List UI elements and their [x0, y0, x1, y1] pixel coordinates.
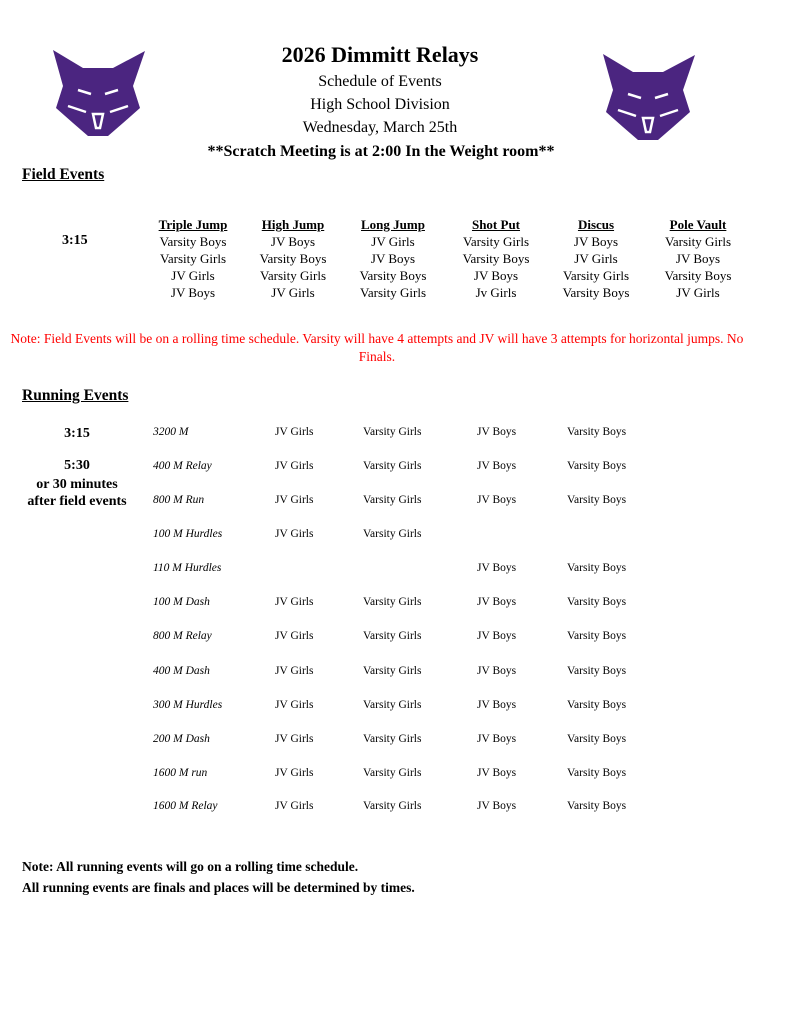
- scratch-meeting-notice: **Scratch Meeting is at 2:00 In the Weight room**: [207, 143, 555, 160]
- running-event-row: [0, 767, 700, 783]
- field-event-entry: Varsity Boys: [462, 251, 530, 266]
- running-events-heading: Running Events: [22, 387, 129, 404]
- running-event-division: JV Boys: [477, 767, 517, 779]
- running-event-name: 1600 M run: [153, 767, 208, 779]
- running-event-row: [0, 426, 700, 442]
- running-event-division: JV Girls: [275, 767, 314, 779]
- running-event-division: JV Boys: [477, 733, 517, 745]
- running-event-division: Varsity Boys: [567, 562, 627, 574]
- field-event-entry: JV Girls: [371, 234, 415, 249]
- running-event-name: 800 M Run: [153, 494, 205, 506]
- field-event-name: Discus: [577, 217, 615, 232]
- field-event-entry: Jv Girls: [475, 285, 517, 300]
- running-event-division: JV Girls: [275, 596, 314, 608]
- field-event-entry: JV Girls: [574, 251, 618, 266]
- running-event-division: JV Girls: [275, 665, 314, 677]
- field-events-heading: Field Events: [22, 166, 105, 183]
- field-event-entry: Varsity Girls: [159, 251, 227, 266]
- running-event-division: Varsity Boys: [567, 494, 627, 506]
- running-event-division: JV Girls: [275, 733, 314, 745]
- running-time-2-alt: or 30 minutes: [36, 477, 118, 492]
- running-event-division: Varsity Girls: [363, 426, 422, 438]
- running-time-1: 3:15: [64, 426, 90, 441]
- running-event-division: JV Boys: [477, 665, 517, 677]
- running-event-division: JV Girls: [275, 630, 314, 642]
- running-event-division: JV Boys: [477, 494, 517, 506]
- running-event-name: 400 M Dash: [153, 665, 210, 677]
- field-event-entry: JV Boys: [675, 251, 721, 266]
- field-event-entry: JV Girls: [171, 268, 215, 283]
- running-time-2: 5:30: [64, 458, 90, 473]
- running-event-division: Varsity Boys: [567, 699, 627, 711]
- field-event-name: Triple Jump: [158, 217, 228, 232]
- running-event-division: JV Girls: [275, 528, 314, 540]
- running-event-division: JV Boys: [477, 630, 517, 642]
- running-event-division: Varsity Boys: [567, 800, 627, 812]
- running-event-row: [0, 494, 700, 510]
- field-event-entry: Varsity Girls: [562, 268, 630, 283]
- field-event-entry: JV Girls: [271, 285, 315, 300]
- running-note-2: All running events are finals and places will be determined by times.: [22, 880, 415, 895]
- running-event-name: 100 M Hurdles: [153, 528, 223, 540]
- running-event-division: Varsity Girls: [363, 733, 422, 745]
- division: High School Division: [310, 96, 450, 113]
- running-event-division: Varsity Girls: [363, 460, 422, 472]
- running-event-row: [0, 800, 700, 816]
- page-title: 2026 Dimmitt Relays: [281, 42, 479, 67]
- running-event-division: Varsity Girls: [363, 630, 422, 642]
- running-event-row: [0, 699, 700, 715]
- running-event-division: Varsity Girls: [363, 596, 422, 608]
- running-event-division: Varsity Boys: [567, 665, 627, 677]
- field-event-entry: JV Girls: [676, 285, 720, 300]
- field-event-name: Long Jump: [361, 217, 425, 232]
- field-event-entry: Varsity Boys: [562, 285, 630, 300]
- field-event-entry: JV Boys: [170, 285, 216, 300]
- field-event-entry: Varsity Boys: [159, 234, 227, 249]
- running-event-row: [0, 596, 700, 612]
- field-event-entry: Varsity Boys: [359, 268, 427, 283]
- running-event-name: 110 M Hurdles: [153, 562, 222, 574]
- field-event-column: [643, 216, 753, 301]
- running-event-division: JV Girls: [275, 460, 314, 472]
- running-event-division: JV Boys: [477, 699, 517, 711]
- running-event-division: Varsity Boys: [567, 733, 627, 745]
- running-event-name: 100 M Dash: [153, 596, 210, 608]
- subtitle: Schedule of Events: [318, 73, 442, 90]
- running-event-division: JV Boys: [477, 800, 517, 812]
- running-event-row: [0, 562, 700, 578]
- running-event-division: Varsity Girls: [363, 699, 422, 711]
- running-event-division: JV Boys: [477, 596, 517, 608]
- running-event-division: JV Girls: [275, 494, 314, 506]
- running-event-row: [0, 665, 700, 681]
- field-event-entry: JV Boys: [473, 268, 519, 283]
- field-event-entry: Varsity Girls: [259, 268, 327, 283]
- field-event-entry: Varsity Girls: [664, 234, 732, 249]
- field-event-entry: JV Boys: [370, 251, 416, 266]
- running-event-row: [0, 630, 700, 646]
- field-event-name: Pole Vault: [669, 217, 727, 232]
- field-event-entry: Varsity Boys: [259, 251, 327, 266]
- field-event-column: [138, 216, 248, 301]
- running-event-division: Varsity Boys: [567, 426, 627, 438]
- running-event-division: JV Boys: [477, 426, 517, 438]
- running-event-name: 800 M Relay: [153, 630, 212, 642]
- field-event-entry: JV Boys: [270, 234, 316, 249]
- running-event-division: JV Boys: [477, 562, 517, 574]
- running-event-division: Varsity Girls: [363, 665, 422, 677]
- running-event-name: 200 M Dash: [153, 733, 210, 745]
- field-event-name: High Jump: [261, 217, 325, 232]
- running-event-division: JV Girls: [275, 426, 314, 438]
- running-event-division: Varsity Boys: [567, 767, 627, 779]
- running-event-row: [0, 460, 700, 476]
- field-event-entry: Varsity Boys: [664, 268, 732, 283]
- field-event-entry: JV Boys: [573, 234, 619, 249]
- running-event-name: 3200 M: [153, 426, 189, 438]
- running-note-1: Note: All running events will go on a rolling time schedule.: [22, 859, 359, 874]
- running-event-division: Varsity Boys: [567, 630, 627, 642]
- running-event-division: Varsity Girls: [363, 528, 422, 540]
- field-event-column: [238, 216, 348, 301]
- field-event-name: Shot Put: [471, 217, 521, 232]
- running-event-row: [0, 733, 700, 749]
- running-event-row: [0, 528, 700, 544]
- field-event-entry: Varsity Girls: [462, 234, 530, 249]
- running-event-division: Varsity Girls: [363, 494, 422, 506]
- running-time-2-alt-line2: after field events: [27, 494, 127, 509]
- event-date: Wednesday, March 25th: [302, 119, 458, 136]
- running-event-name: 1600 M Relay: [153, 800, 218, 812]
- running-event-division: Varsity Girls: [363, 800, 422, 812]
- running-event-division: JV Girls: [275, 699, 314, 711]
- running-event-division: Varsity Girls: [363, 767, 422, 779]
- running-event-name: 400 M Relay: [153, 460, 212, 472]
- field-event-entry: Varsity Girls: [359, 285, 427, 300]
- field-event-column: [541, 216, 651, 301]
- running-event-name: 300 M Hurdles: [153, 699, 223, 711]
- field-event-column: [338, 216, 448, 301]
- running-event-division: Varsity Boys: [567, 596, 627, 608]
- running-event-division: Varsity Boys: [567, 460, 627, 472]
- running-event-division: JV Girls: [275, 800, 314, 812]
- running-event-division: JV Boys: [477, 460, 517, 472]
- field-events-note: Note: Field Events will be on a rolling time schedule. Varsity will have 4 attempts and JV will have 3 attempts for horizontal jumps. No Finals.: [10, 331, 744, 364]
- field-events-time: 3:15: [62, 233, 88, 248]
- field-event-column: [441, 216, 551, 301]
